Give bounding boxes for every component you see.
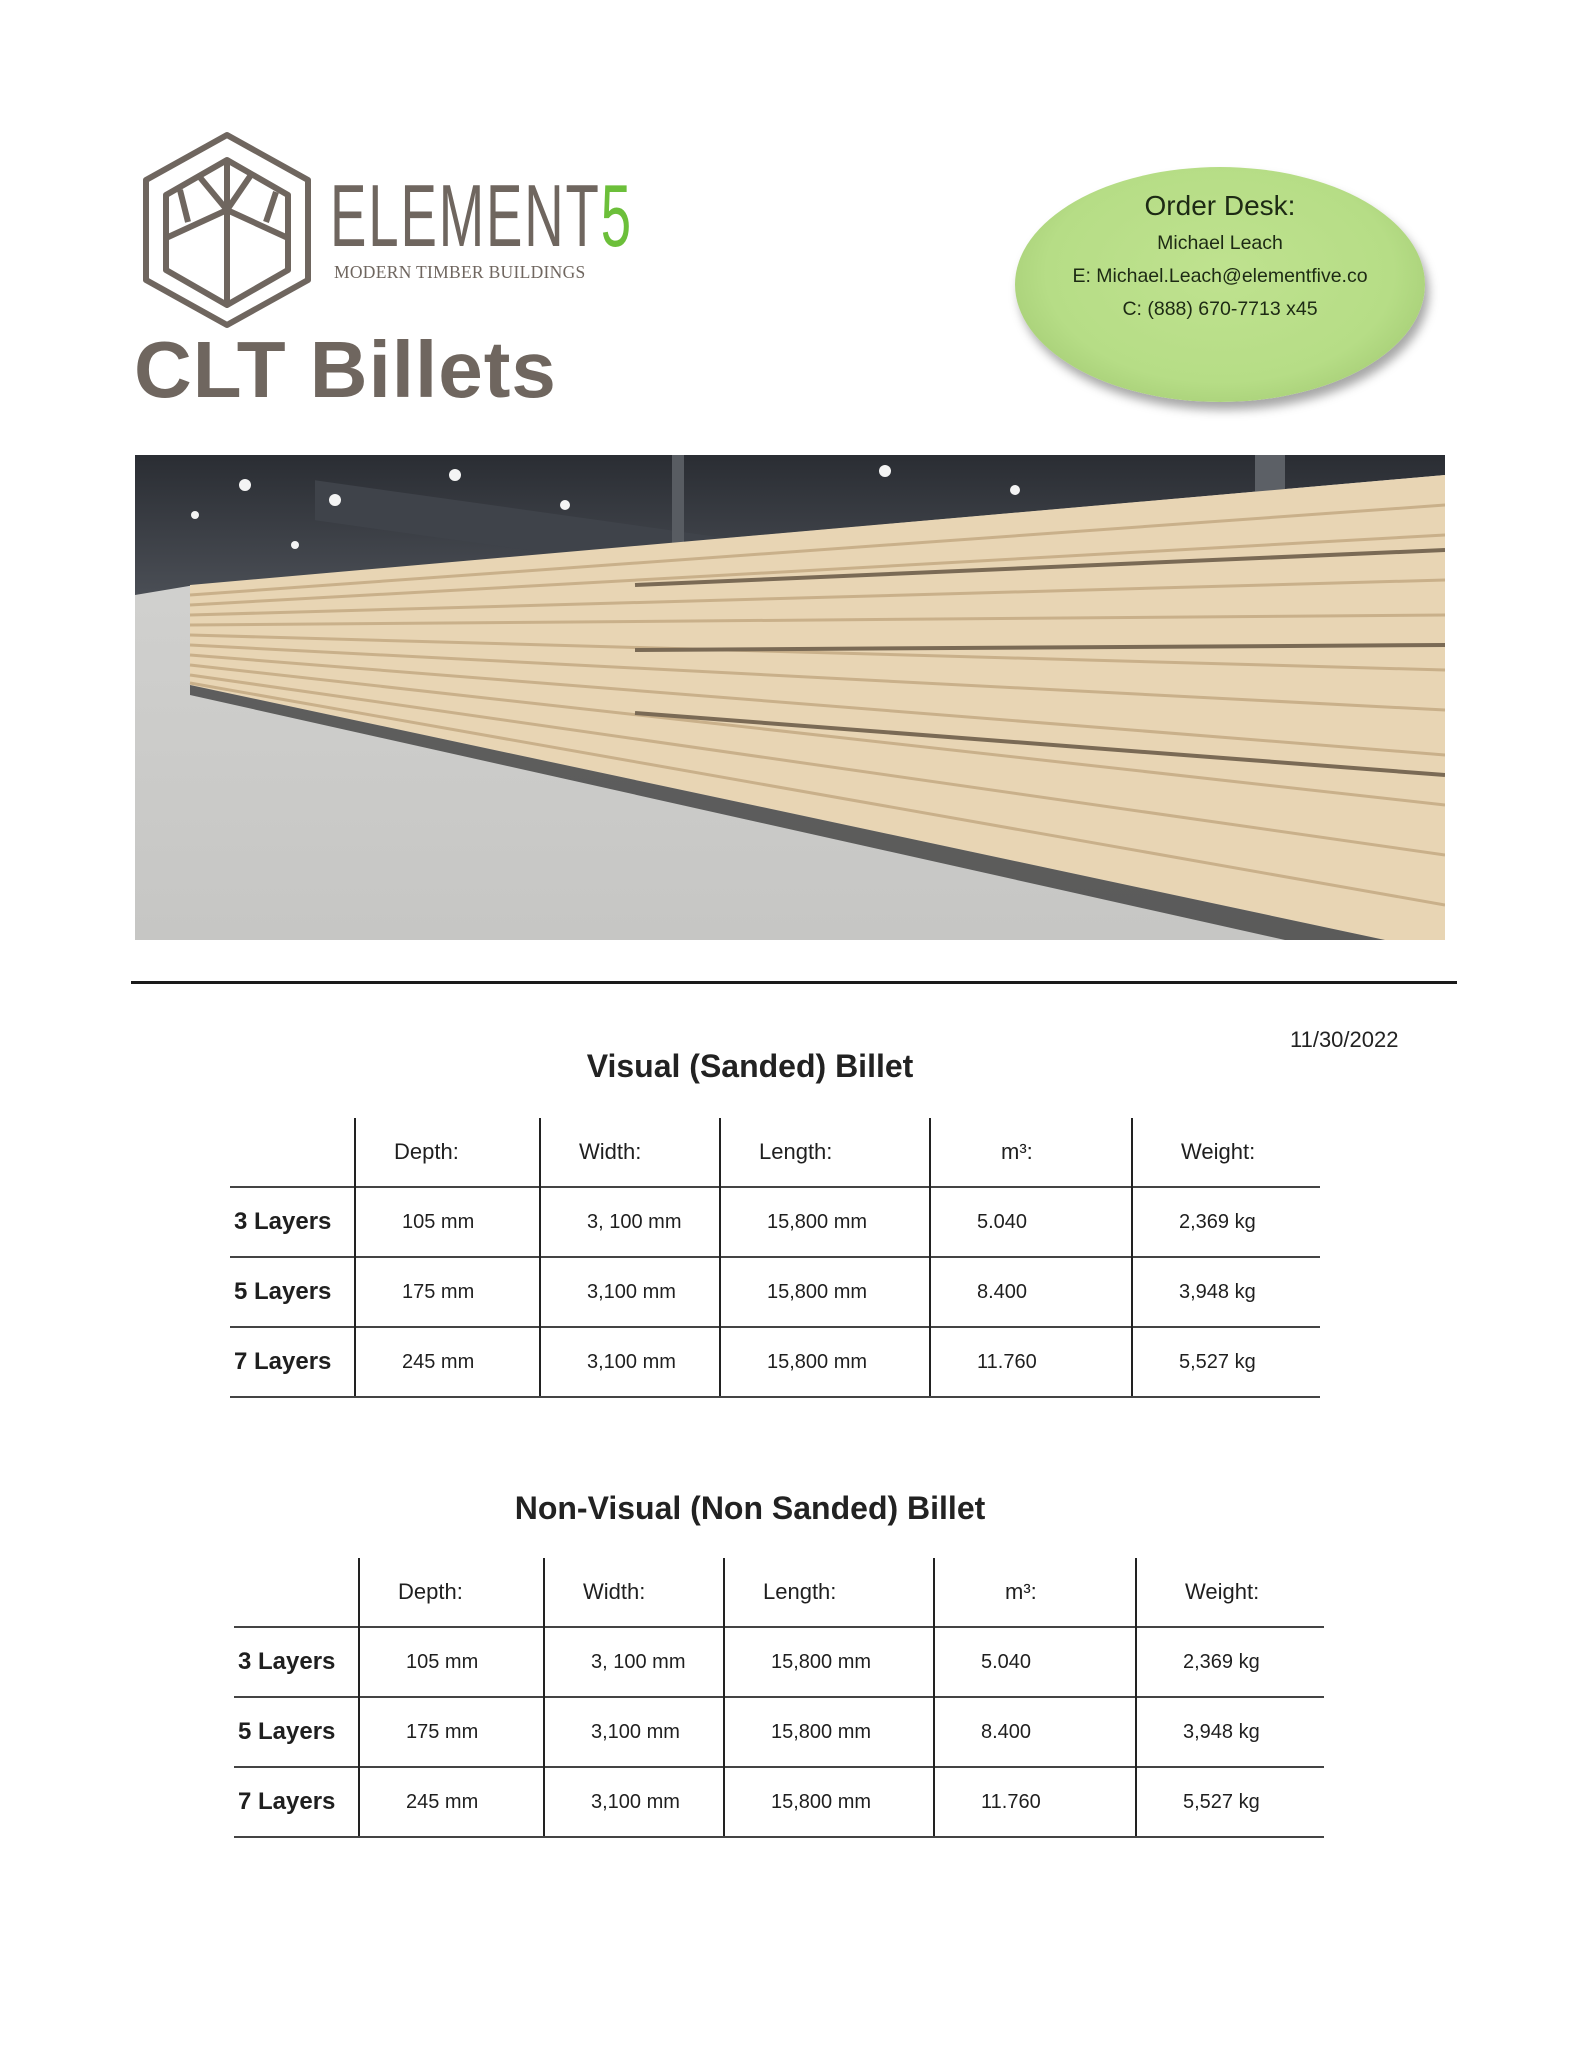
header-blank [234,1558,359,1627]
cell-width: 3,100 mm [544,1697,724,1767]
header-volume: m³: [934,1558,1136,1627]
section-divider [131,981,1457,984]
brand-tagline: MODERN TIMBER BUILDINGS [334,262,586,282]
cell-length: 15,800 mm [720,1187,930,1257]
header-width: Width: [544,1558,724,1627]
cell-volume: 11.760 [934,1767,1136,1837]
header-blank [230,1118,355,1187]
header-length: Length: [724,1558,934,1627]
visual-billet-title: Visual (Sanded) Billet [586,1048,914,1084]
cell-volume: 5.040 [930,1187,1132,1257]
row-label: 7 Layers [234,1767,359,1837]
header-volume: m³: [930,1118,1132,1187]
visual-billet-table [230,1118,1320,1398]
order-desk-heading: Order Desk: [1144,190,1296,221]
document-date: 11/30/2022 [1290,1027,1399,1052]
cell-width: 3, 100 mm [544,1627,724,1697]
header-depth: Depth: [355,1118,540,1187]
cell-depth: 175 mm [355,1257,540,1327]
cell-depth: 175 mm [359,1697,544,1767]
table-header-row [234,1558,1324,1627]
cell-width: 3,100 mm [544,1767,724,1837]
header-depth: Depth: [359,1558,544,1627]
page-title: CLT Billets [134,325,557,414]
warehouse-image-icon [135,455,1445,940]
order-desk-badge [1015,167,1425,402]
cell-depth: 105 mm [355,1187,540,1257]
table-row [230,1327,1320,1397]
table-row [234,1627,1324,1697]
row-label: 5 Layers [230,1257,355,1327]
header-width: Width: [540,1118,720,1187]
table-row [230,1187,1320,1257]
cell-weight: 2,369 kg [1132,1187,1320,1257]
cell-weight: 5,527 kg [1132,1327,1320,1397]
non-visual-billet-table [234,1558,1324,1838]
cell-weight: 3,948 kg [1132,1257,1320,1327]
row-label: 3 Layers [234,1627,359,1697]
cell-depth: 245 mm [359,1767,544,1837]
cell-volume: 8.400 [934,1697,1136,1767]
cell-weight: 2,369 kg [1136,1627,1324,1697]
cell-width: 3,100 mm [540,1327,720,1397]
cell-width: 3, 100 mm [540,1187,720,1257]
order-desk-phone: C: (888) 670-7713 x45 [1122,298,1318,320]
order-desk-contact-name: Michael Leach [1157,232,1283,254]
cell-length: 15,800 mm [720,1257,930,1327]
cell-depth: 105 mm [359,1627,544,1697]
cell-volume: 8.400 [930,1257,1132,1327]
cell-length: 15,800 mm [720,1327,930,1397]
cell-length: 15,800 mm [724,1697,934,1767]
cell-depth: 245 mm [355,1327,540,1397]
row-label: 3 Layers [230,1187,355,1257]
billets-photo [135,455,1445,940]
order-desk-email: E: Michael.Leach@elementfive.co [1072,265,1368,287]
header-length: Length: [720,1118,930,1187]
brand-wordmark: ELEMENT5 [330,166,633,265]
table-row [234,1767,1324,1837]
cell-volume: 11.760 [930,1327,1132,1397]
table-row [234,1697,1324,1767]
header-weight: Weight: [1132,1118,1320,1187]
row-label: 7 Layers [230,1327,355,1397]
cell-width: 3,100 mm [540,1257,720,1327]
cell-weight: 5,527 kg [1136,1767,1324,1837]
cell-weight: 3,948 kg [1136,1697,1324,1767]
cell-volume: 5.040 [934,1627,1136,1697]
table-row [230,1257,1320,1327]
table-header-row [230,1118,1320,1187]
cell-length: 15,800 mm [724,1767,934,1837]
header-weight: Weight: [1136,1558,1324,1627]
element5-logo-icon [138,130,318,330]
non-visual-billet-title: Non-Visual (Non Sanded) Billet [514,1490,986,1526]
cell-length: 15,800 mm [724,1627,934,1697]
row-label: 5 Layers [234,1697,359,1767]
